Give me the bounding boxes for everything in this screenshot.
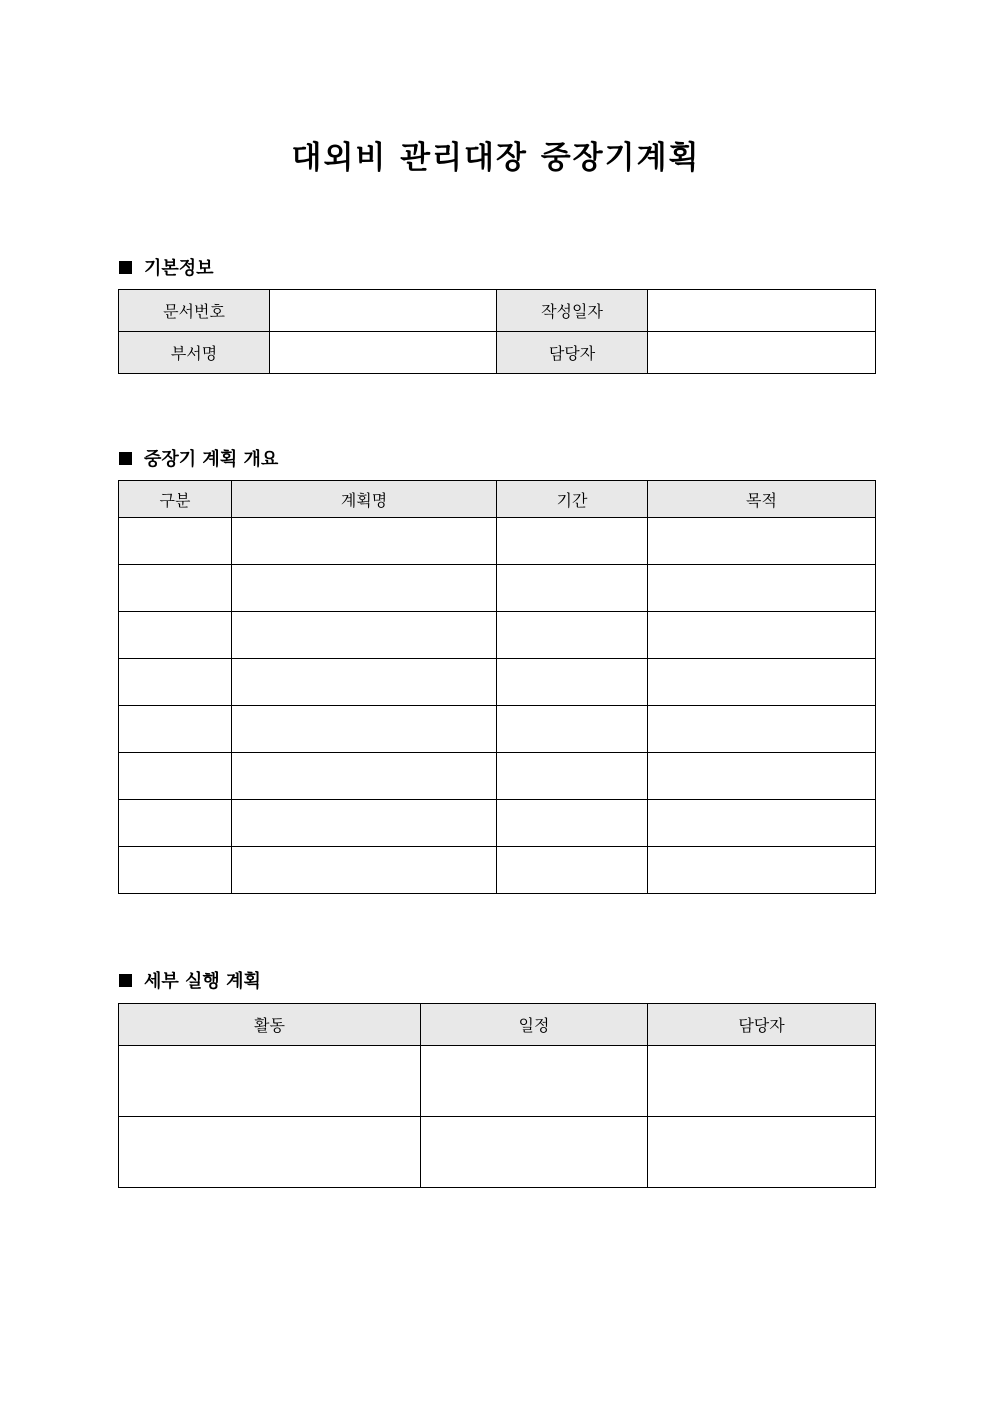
purpose-cell[interactable] [648,800,876,847]
document-title: 대외비 관리대장 중장기계획 [291,140,701,176]
execution-heading [119,967,261,993]
period-cell[interactable] [497,659,648,706]
dept-label: 부서명 [119,332,270,374]
table-row [119,332,876,374]
schedule-cell[interactable] [421,1117,648,1188]
column-header-purpose: 목적 [648,481,876,518]
table-row [119,518,876,565]
purpose-cell[interactable] [648,706,876,753]
plan-name-cell[interactable] [232,800,497,847]
doc-no-label: 문서번호 [119,290,270,332]
period-cell[interactable] [497,518,648,565]
table-row [119,612,876,659]
overview-heading [119,445,278,471]
table-row [119,706,876,753]
plan-name-cell[interactable] [232,706,497,753]
execution-table [118,1003,876,1188]
table-header-row [119,1004,876,1046]
dept-field[interactable] [270,332,497,374]
category-cell[interactable] [119,753,232,800]
purpose-cell[interactable] [648,847,876,894]
square-bullet-icon [119,974,132,987]
square-bullet-icon [119,452,132,465]
basic-info-table [118,289,876,374]
plan-name-cell[interactable] [232,565,497,612]
column-header-plan-name: 계획명 [232,481,497,518]
basic-info-heading-text: 기본정보 [144,258,214,279]
manager-cell[interactable] [648,1046,876,1117]
table-row [119,659,876,706]
period-cell[interactable] [497,565,648,612]
column-header-schedule: 일정 [421,1004,648,1046]
overview-heading-text: 중장기 계획 개요 [144,449,279,470]
plan-name-cell[interactable] [232,612,497,659]
table-row [119,847,876,894]
category-cell[interactable] [119,659,232,706]
purpose-cell[interactable] [648,565,876,612]
plan-name-cell[interactable] [232,847,497,894]
period-cell[interactable] [497,706,648,753]
table-row [119,1046,876,1117]
plan-name-cell[interactable] [232,753,497,800]
activity-cell[interactable] [119,1117,421,1188]
purpose-cell[interactable] [648,518,876,565]
category-cell[interactable] [119,565,232,612]
category-cell[interactable] [119,706,232,753]
doc-no-field[interactable] [270,290,497,332]
schedule-cell[interactable] [421,1046,648,1117]
period-cell[interactable] [497,753,648,800]
category-cell[interactable] [119,518,232,565]
table-row [119,800,876,847]
overview-table [118,480,876,894]
square-bullet-icon [119,261,132,274]
period-cell[interactable] [497,847,648,894]
period-cell[interactable] [497,800,648,847]
plan-name-cell[interactable] [232,518,497,565]
table-row [119,290,876,332]
purpose-cell[interactable] [648,659,876,706]
execution-heading-text: 세부 실행 계획 [144,971,261,992]
column-header-activity: 활동 [119,1004,421,1046]
purpose-cell[interactable] [648,612,876,659]
plan-name-cell[interactable] [232,659,497,706]
manager-cell[interactable] [648,1117,876,1188]
period-cell[interactable] [497,612,648,659]
column-header-category: 구분 [119,481,232,518]
activity-cell[interactable] [119,1046,421,1117]
purpose-cell[interactable] [648,753,876,800]
column-header-manager: 담당자 [648,1004,876,1046]
manager-field[interactable] [648,332,876,374]
date-field[interactable] [648,290,876,332]
table-row [119,565,876,612]
basic-info-heading [119,254,214,280]
date-label: 작성일자 [497,290,648,332]
table-row [119,1117,876,1188]
column-header-period: 기간 [497,481,648,518]
table-header-row [119,481,876,518]
category-cell[interactable] [119,847,232,894]
table-row [119,753,876,800]
manager-label: 담당자 [497,332,648,374]
category-cell[interactable] [119,612,232,659]
category-cell[interactable] [119,800,232,847]
